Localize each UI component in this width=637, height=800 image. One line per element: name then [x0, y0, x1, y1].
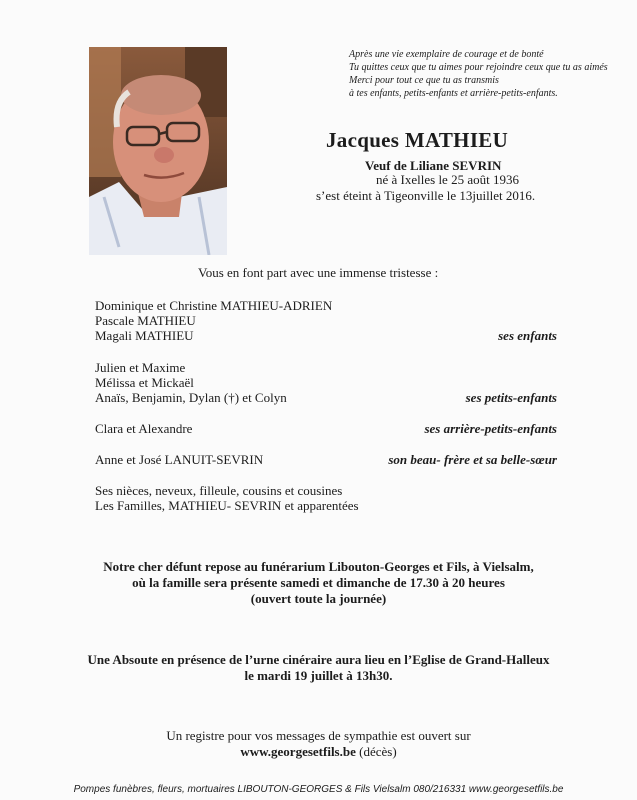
deceased-name — [326, 128, 508, 153]
family-name: Julien et Maxime — [95, 360, 186, 375]
family-name: Anne et José LANUIT-SEVRIN — [95, 452, 264, 467]
family-name: Pascale MATHIEU — [95, 313, 196, 328]
family-group-extended — [95, 483, 359, 513]
notice-line: Notre cher défunt repose au funérarium Libouton-Georges et Fils, à Vielsalm, — [103, 559, 534, 574]
poem-line: à tes enfants, petits-enfants et arrière-petits-enfants. — [349, 88, 558, 99]
notice-line: où la famille sera présente samedi et dimanche de 17.30 à 20 heures — [132, 575, 505, 590]
family-group-in-laws — [95, 452, 263, 467]
notice-line: Une Absoute en présence de l’urne cinéraire aura lieu en l’Eglise de Grand-Halleux — [87, 652, 550, 667]
last-name: MATHIEU — [404, 128, 509, 152]
portrait-photo — [89, 47, 227, 255]
notice-line: le mardi 19 juillet à 13h30. — [244, 668, 393, 683]
portrait-illustration — [89, 47, 227, 255]
registry-notice — [0, 728, 637, 760]
poem-line: Tu quittes ceux que tu aimes pour rejoindre ceux que tu as aimés — [349, 62, 608, 73]
family-group-children — [95, 298, 332, 343]
ceremony-notice — [0, 652, 637, 684]
family-name: Les Familles, MATHIEU- SEVRIN et apparentées — [95, 498, 359, 513]
role-label: ses enfants — [498, 328, 557, 343]
funerarium-notice — [0, 559, 637, 607]
family-name: Dominique et Christine MATHIEU-ADRIEN — [95, 298, 333, 313]
widower-line: Veuf de Liliane SEVRIN — [365, 158, 502, 173]
first-name: Jacques — [326, 128, 400, 152]
poem-line: Après une vie exemplaire de courage et de bonté — [349, 49, 544, 60]
family-group-great-grandchildren — [95, 421, 192, 436]
role-label: ses petits-enfants — [465, 390, 557, 405]
death-line: s’est éteint à Tigeonville le 13juillet 2016. — [316, 188, 536, 203]
memorial-poem — [349, 48, 634, 100]
poem-line: Merci pour tout ce que tu as transmis — [349, 75, 499, 86]
announcement-intro: Vous en font part avec une immense tristesse : — [198, 265, 439, 280]
family-group-grandchildren — [95, 360, 287, 405]
family-name: Mélissa et Mickaël — [95, 375, 194, 390]
family-name: Anaïs, Benjamin, Dylan (†) et Colyn — [95, 390, 287, 405]
registry-website-link[interactable]: www.georgesetfils.be — [240, 744, 356, 759]
registry-line: Un registre pour vos messages de sympathie est ouvert sur — [166, 728, 471, 743]
family-name: Clara et Alexandre — [95, 421, 193, 436]
family-name: Magali MATHIEU — [95, 328, 194, 343]
role-label: ses arrière-petits-enfants — [424, 421, 557, 436]
notice-line: (ouvert toute la journée) — [250, 591, 387, 606]
footer-credits: Pompes funèbres, fleurs, mortuaires LIBOUTON-GEORGES & Fils Vielsalm 080/216331 www.georgesetfils.be — [73, 784, 564, 795]
birth-line: né à Ixelles le 25 août 1936 — [376, 172, 519, 187]
family-name: Ses nièces, neveux, filleule, cousins et cousines — [95, 483, 343, 498]
role-label: son beau- frère et sa belle-sœur — [388, 452, 557, 467]
registry-suffix: (décès) — [355, 744, 397, 759]
